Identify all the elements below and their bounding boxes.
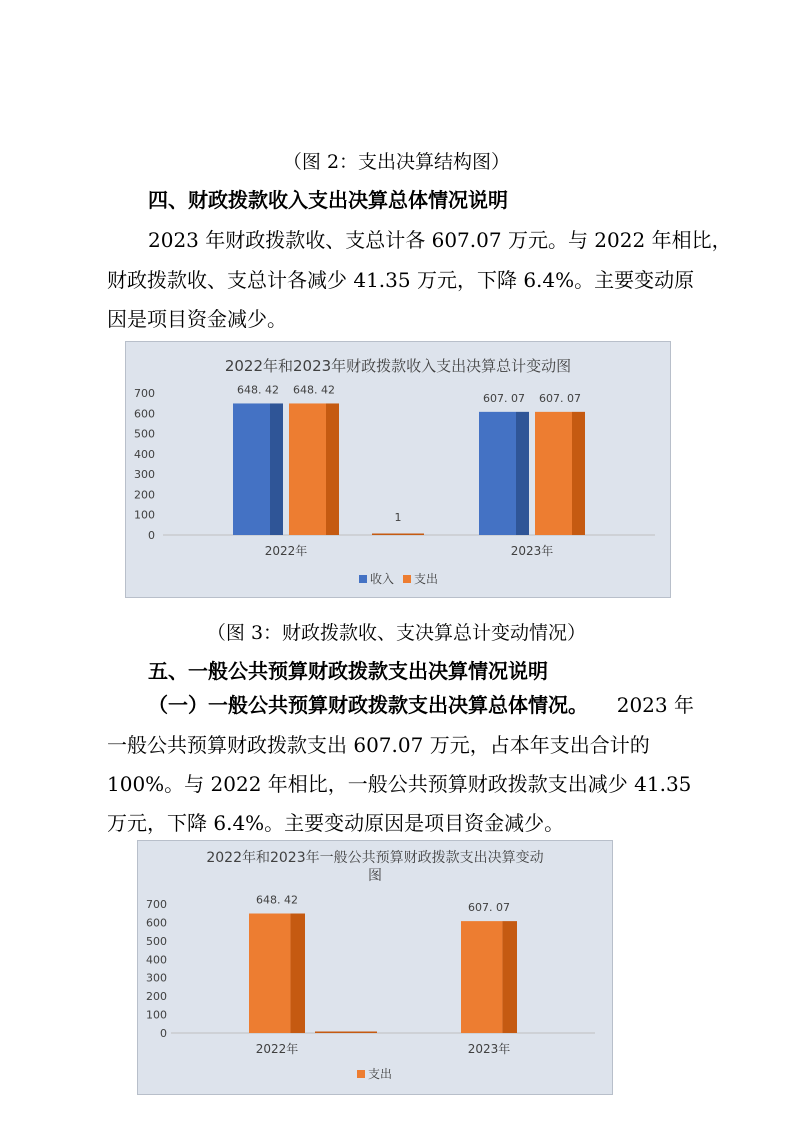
c1-bar-收入-1 <box>479 412 529 535</box>
figure-2-caption: （图 2：支出决算结构图） <box>282 151 511 173</box>
c1-stub-bar <box>372 534 424 536</box>
c1-ytick-0: 0 <box>148 529 155 542</box>
section-5-sub-line <box>148 693 694 717</box>
chart-2-title-line-2: 图 <box>368 868 382 884</box>
c1-ytick-700: 700 <box>134 387 155 400</box>
c1-ytick-300: 300 <box>134 468 155 482</box>
c2-bar-支出-1 <box>461 921 517 1033</box>
chart-1-svg <box>125 341 671 598</box>
c2-legend-label-支出: 支出 <box>368 1067 393 1081</box>
c2-stub-bar <box>315 1032 377 1034</box>
chart-2-title-line-1: 2022年和2023年一般公共预算财政拨款支出决算变动 <box>206 850 544 866</box>
c2-data-label-支出-0: 648. 42 <box>256 893 298 907</box>
c2-ytick-0: 0 <box>160 1027 167 1040</box>
c2-ytick-300: 300 <box>146 971 167 985</box>
figure-3-caption: （图 3：财政拨款收、支决算总计变动情况） <box>206 622 587 644</box>
c2-bar-支出-0 <box>249 914 305 1033</box>
c1-data-label-收入-1: 607. 07 <box>483 391 525 405</box>
c1-bar-支出-0 <box>289 403 339 535</box>
c2-ytick-600: 600 <box>146 916 167 930</box>
section-4-heading: 四、财政拨款收入支出决算总体情况说明 <box>148 188 508 212</box>
c1-ytick-400: 400 <box>134 447 155 461</box>
c1-ytick-100: 100 <box>134 508 155 522</box>
c1-bar-收入-0 <box>233 403 283 535</box>
section-5-line-3: 万元，下降 6.4%。主要变动原因是项目资金减少。 <box>107 811 565 835</box>
c1-data-label-收入-0: 648. 42 <box>237 383 279 397</box>
c1-data-label-支出-1: 607. 07 <box>539 391 581 405</box>
c1-ytick-500: 500 <box>134 427 155 441</box>
c2-ytick-500: 500 <box>146 934 167 948</box>
chart-2-svg <box>137 840 613 1095</box>
section-4-line-2: 财政拨款收、支总计各减少 41.35 万元，下降 6.4%。主要变动原 <box>107 268 695 292</box>
c1-legend-swatch-收入 <box>359 575 367 583</box>
c2-ytick-100: 100 <box>146 1008 167 1022</box>
subsection-1-heading: （一）一般公共预算财政拨款支出决算总体情况。 <box>148 693 588 717</box>
chart-general-budget-expense <box>137 840 613 1095</box>
section-5-line-2: 100%。与 2022 年相比，一般公共预算财政拨款支出减少 41.35 <box>107 772 692 796</box>
c1-ytick-600: 600 <box>134 407 155 421</box>
c1-category-label-1: 2023年 <box>510 544 554 558</box>
c2-category-label-1: 2023年 <box>467 1042 511 1056</box>
section-4-line-3: 因是项目资金减少。 <box>107 307 287 331</box>
c1-bar-支出-1 <box>535 412 585 535</box>
c2-legend-swatch-支出 <box>357 1070 365 1078</box>
section-4-line-1: 2023 年财政拨款收、支总计各 607.07 万元。与 2022 年相比， <box>148 228 732 252</box>
chart-1-title: 2022年和2023年财政拨款收入支出决算总计变动图 <box>224 357 572 375</box>
section-5-heading: 五、一般公共预算财政拨款支出决算情况说明 <box>148 659 548 683</box>
c1-extra-label: 1 <box>394 511 402 524</box>
c1-data-label-支出-0: 648. 42 <box>293 383 335 397</box>
c2-ytick-200: 200 <box>146 990 167 1004</box>
c2-category-label-0: 2022年 <box>255 1042 299 1056</box>
c1-category-label-0: 2022年 <box>264 544 308 558</box>
c1-legend-label-收入: 收入 <box>370 572 395 586</box>
c2-data-label-支出-1: 607. 07 <box>468 901 510 915</box>
subsection-1-year: 2023 年 <box>616 693 694 717</box>
chart-total-income-expense <box>125 341 671 598</box>
chart-1-background <box>126 342 671 598</box>
c1-legend-label-支出: 支出 <box>414 572 439 586</box>
c2-ytick-400: 400 <box>146 953 167 967</box>
c1-legend-swatch-支出 <box>403 575 411 583</box>
section-5-line-1: 一般公共预算财政拨款支出 607.07 万元，占本年支出合计的 <box>107 733 650 757</box>
c1-ytick-200: 200 <box>134 488 155 502</box>
c2-ytick-700: 700 <box>146 898 167 911</box>
